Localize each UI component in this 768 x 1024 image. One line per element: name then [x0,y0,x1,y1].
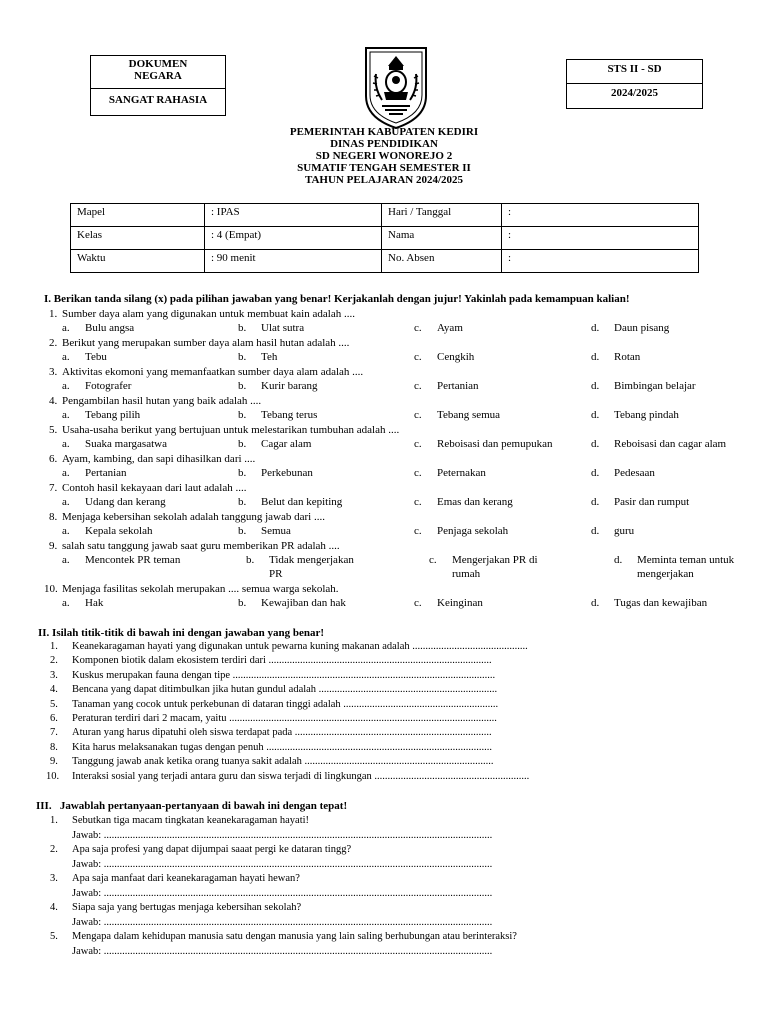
option-letter[interactable]: b. [238,351,247,363]
option-letter[interactable]: d. [614,554,623,566]
question-number: 9. [49,540,58,552]
answer-line[interactable]: Jawab: .................................................................................................................................................... [72,887,493,899]
essay-number: 3. [50,873,58,884]
option-text[interactable]: Reboisasi dan pemupukan [437,438,553,450]
option-letter[interactable]: b. [238,409,247,421]
option-text[interactable]: Teh [261,351,278,363]
question-text: Usaha-usaha berikut yang bertujuan untuk melestarikan tumbuhan adalah .... [62,424,400,436]
option-letter[interactable]: c. [414,597,422,609]
info-label: Mapel [71,204,205,227]
secrecy-label: SANGAT RAHASIA [108,94,208,106]
option-text[interactable]: Cagar alam [261,438,312,450]
question-text: Ayam, kambing, dan sapi dihasilkan dari .... [62,453,256,465]
answer-line[interactable]: Jawab: .................................................................................................................................................... [72,916,493,928]
option-letter[interactable]: c. [414,525,422,537]
option-letter[interactable]: a. [62,467,70,479]
fill-in-number: 6. [50,713,58,724]
info-value-field[interactable]: : [502,204,699,227]
option-letter[interactable]: a. [62,322,70,334]
essay-number: 4. [50,902,58,913]
option-text[interactable]: Kurir barang [261,380,318,392]
option-text[interactable]: Bulu angsa [85,322,135,334]
option-letter[interactable]: a. [62,525,70,537]
fill-in-number: 5. [50,698,58,710]
heading-line: PEMERINTAH KABUPATEN KEDIRI [289,126,479,138]
option-letter[interactable]: c. [414,351,422,363]
option-letter[interactable]: d. [591,322,600,334]
fill-in-blank-statement[interactable]: Kita harus melaksanakan tugas dengan penuh ...................................................................................... [72,741,492,753]
question-number: 6. [49,453,58,465]
section-1-title: I. Berikan tanda silang (x) pada pilihan jawaban yang benar! Kerjakanlah dengan jujur! Yakinlah pada kemampuan kalian! [44,293,630,305]
option-letter[interactable]: a. [62,554,70,566]
fill-in-number: 4. [50,684,58,696]
option-letter[interactable]: a. [62,380,70,392]
exam-code: STS II - SD [567,60,702,84]
question-number: 7. [49,482,58,494]
option-letter[interactable]: b. [238,380,247,392]
essay-number: 2. [50,844,58,855]
option-letter[interactable]: a. [62,597,70,609]
option-text[interactable]: Kewajiban dan hak [261,597,346,609]
info-value: : 90 menit [205,250,382,273]
fill-in-blank-statement[interactable]: Komponen biotik dalam ekosistem terdiri dari ..................................................................................... [72,655,492,667]
info-row [71,227,699,250]
option-letter[interactable]: b. [238,597,247,609]
info-label: No. Absen [382,250,502,273]
exam-code-box [566,59,703,109]
option-letter[interactable]: d. [591,597,600,609]
option-text[interactable]: Mengerjakan PR di [452,554,538,566]
info-label: Hari / Tanggal [382,204,502,227]
question-number: 5. [49,424,58,436]
document-type-line-1: DOKUMEN [128,58,188,70]
question-text: salah satu tanggung jawab saat guru memberikan PR adalah .... [62,540,340,552]
option-letter[interactable]: c. [414,496,422,508]
info-value: : IPAS [205,204,382,227]
question-text: Menjaga fasilitas sekolah merupakan .... semua warga sekolah. [62,583,339,595]
fill-in-number: 2. [50,655,58,667]
question-number: 3. [49,366,58,378]
question-number: 2. [49,337,58,349]
option-letter[interactable]: d. [591,380,600,392]
option-letter[interactable]: b. [238,467,247,479]
fill-in-number: 1. [50,641,58,652]
option-letter[interactable]: a. [62,351,70,363]
option-letter[interactable]: b. [238,438,247,450]
option-letter[interactable]: a. [62,496,70,508]
info-label: Nama [382,227,502,250]
fill-in-blank-statement[interactable]: Kuskus merupakan fauna dengan tipe .................................................................................................... [72,669,496,681]
option-text[interactable]: Hak [85,597,104,609]
question-text: Berikut yang merupakan sumber daya alam hasil hutan adalah .... [62,337,350,349]
option-letter[interactable]: d. [591,351,600,363]
heading-line: SD NEGERI WONOREJO 2 [315,150,453,162]
option-letter[interactable]: a. [62,409,70,421]
student-info-table [70,203,699,273]
option-letter[interactable]: d. [591,496,600,508]
option-text[interactable]: Pasir dan rumput [614,496,690,508]
option-text[interactable]: Penjaga sekolah [437,525,509,537]
essay-number: 5. [50,931,58,942]
option-text[interactable]: Perkebunan [261,467,313,479]
option-text[interactable]: Fotografer [85,380,132,392]
option-text[interactable]: Pertanian [85,467,127,479]
fill-in-blank-statement[interactable]: Interaksi sosial yang terjadi antara guru dan siswa terjadi di lingkungan ........................................................... [72,770,530,782]
option-letter[interactable]: a. [62,438,70,450]
option-letter[interactable]: c. [414,322,422,334]
essay-question: Mengapa dalam kehidupan manusia satu dengan manusia yang lain saling berhubungan atau berinteraksi? [72,931,517,942]
option-text-continued[interactable]: mengerjakan [637,568,694,580]
option-text[interactable]: Keinginan [437,597,483,609]
heading-line: SUMATIF TENGAH SEMESTER II [297,162,471,174]
question-number: 10. [44,583,58,595]
option-text[interactable]: Tebu [85,351,107,363]
essay-question: Apa saja profesi yang dapat dijumpai saaat pergi ke dataran tingg? [72,844,352,855]
option-text[interactable]: Cengkih [437,351,475,363]
question-number: 8. [49,511,58,523]
option-text[interactable]: Pertanian [437,380,479,392]
option-letter[interactable]: b. [238,322,247,334]
option-letter[interactable]: d. [591,525,600,537]
heading-line: TAHUN PELAJARAN 2024/2025 [304,174,464,186]
question-text: Aktivitas ekomoni yang memanfaatkan sumber daya alam adalah .... [62,366,364,378]
essay-question: Siapa saja yang bertugas menjaga kebersihan sekolah? [72,902,302,913]
question-text: Contoh hasil kekayaan dari laut adalah .... [62,482,247,494]
option-text[interactable]: guru [614,525,635,537]
option-letter[interactable]: c. [414,438,422,450]
section-3-title: III. Jawablah pertanyaan-pertanyaan di bawah ini dengan tepat! [36,800,348,812]
fill-in-number: 7. [50,727,58,739]
option-text[interactable]: Udang dan kerang [85,496,166,508]
option-text[interactable]: Tebang terus [261,409,318,421]
option-text[interactable]: Rotan [614,351,641,363]
answer-line[interactable]: Jawab: .................................................................................................................................................... [72,829,493,841]
info-label: Waktu [71,250,205,273]
option-text[interactable]: Tebang pindah [614,409,679,421]
option-text[interactable]: Belut dan kepiting [261,496,343,508]
question-text: Menjaga kebersihan sekolah adalah tanggung jawab dari .... [62,511,325,523]
fill-in-blank-statement[interactable]: Tanaman yang cocok untuk perkebunan di dataran tinggi adalah ........................................................... [72,698,499,710]
option-letter[interactable]: c. [414,467,422,479]
info-value: : 4 (Empat) [205,227,382,250]
fill-in-number: 9. [50,756,58,768]
option-text[interactable]: Reboisasi dan cagar alam [614,438,727,450]
option-text[interactable]: Tebang pilih [85,409,141,421]
option-text[interactable]: Ulat sutra [261,322,305,334]
info-value-field[interactable]: : [502,227,699,250]
info-label: Kelas [71,227,205,250]
option-letter[interactable]: c. [414,380,422,392]
option-letter[interactable]: b. [238,496,247,508]
regency-emblem-logo [360,44,432,130]
option-letter[interactable]: d. [591,467,600,479]
fill-in-number: 10. [46,770,60,782]
option-text[interactable]: Meminta teman untuk [637,554,735,566]
option-letter[interactable]: d. [591,438,600,450]
option-text[interactable]: Semua [261,525,291,537]
question-text: Sumber daya alam yang digunakan untuk membuat kain adalah .... [62,308,355,320]
option-text[interactable]: Suaka margasatwa [85,438,167,450]
option-text[interactable]: Tidak mengerjakan [269,554,354,566]
essay-question: Sebutkan tiga macam tingkatan keanekaragaman hayati! [72,815,310,826]
option-letter[interactable]: b. [246,554,255,566]
option-letter[interactable]: d. [591,409,600,421]
fill-in-blank-statement[interactable]: Aturan yang harus dipatuhi oleh siswa terdapat pada ........................................................................... [72,727,492,739]
essay-question: Apa saja manfaat dari keanekaragaman hayati hewan? [72,873,300,884]
option-text-continued[interactable]: rumah [452,568,481,580]
info-row [71,250,699,273]
document-type-label [91,56,225,89]
question-text: Pengambilan hasil hutan yang baik adalah .... [62,395,262,407]
option-text[interactable]: Emas dan kerang [437,496,513,508]
option-letter[interactable]: c. [414,409,422,421]
fill-in-blank-statement[interactable]: Peraturan terdiri dari 2 macam, yaitu ...................................................................................................... [72,713,497,724]
essay-number: 1. [50,815,58,826]
fill-in-number: 8. [50,741,58,753]
option-text[interactable]: Pedesaan [614,467,655,479]
question-number: 4. [49,395,58,407]
fill-in-blank-statement[interactable]: Bencana yang dapat ditimbulkan jika hutan gundul adalah .................................................................... [72,684,498,696]
fill-in-number: 3. [50,669,58,681]
document-classification-box [90,55,226,116]
section-2-title: II. Isilah titik-titik di bawah ini dengan jawaban yang benar! [38,627,325,639]
option-letter[interactable]: b. [238,525,247,537]
option-text[interactable]: Mencontek PR teman [85,554,181,566]
document-heading [0,126,768,186]
answer-line[interactable]: Jawab: .................................................................................................................................................... [72,858,493,870]
fill-in-blank-statement[interactable]: Keanekaragaman hayati yang digunakan untuk pewarna kuning makanan adalah ............................................ [72,641,528,652]
answer-line[interactable]: Jawab: .................................................................................................................................................... [72,945,493,957]
info-value-field[interactable]: : [502,250,699,273]
option-text-continued[interactable]: PR [269,568,283,580]
option-text[interactable]: Kepala sekolah [85,525,153,537]
option-text[interactable]: Tugas dan kewajiban [614,597,708,609]
option-text[interactable]: Daun pisang [614,322,670,334]
option-text[interactable]: Peternakan [437,467,486,479]
exam-year: 2024/2025 [610,87,659,99]
option-text[interactable]: Tebang semua [437,409,501,421]
question-number: 1. [49,308,58,320]
document-type-line-2: NEGARA [134,70,182,82]
option-letter[interactable]: c. [429,554,437,566]
fill-in-blank-statement[interactable]: Tanggung jawab anak ketika orang tuanya sakit adalah ........................................................................ [72,756,494,768]
heading-line: DINAS PENDIDIKAN [330,138,438,150]
option-text[interactable]: Ayam [437,322,463,334]
info-row [71,204,699,227]
option-text[interactable]: Bimbingan belajar [614,380,696,392]
